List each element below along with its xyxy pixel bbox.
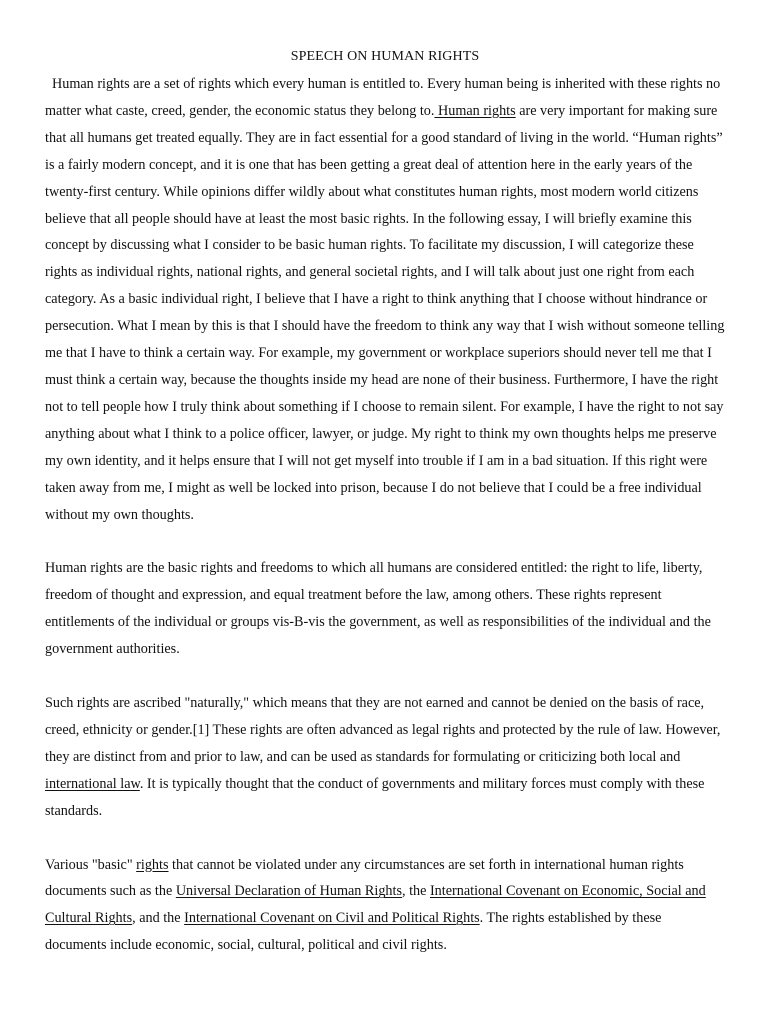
paragraph-3-text-a: Such rights are ascribed "naturally," which means that they are not earned and cannot be denied on the basis of race, creed, ethnicity or gender.[1] These rights are often advanced as legal rights and protected by the rule of law. However, they are distinct from and prior to law, and can be used as standards for formulating or criticizing both local and	[45, 695, 721, 765]
paragraph-1	[45, 71, 725, 528]
paragraph-gap	[45, 528, 725, 555]
paragraph-4-text-b: that cannot be violated under any circumstances are set forth in international human rights documents such as the	[45, 856, 684, 900]
paragraph-3-text-b: . It is typically thought that the conduct of governments and military forces must comply with these standards.	[45, 775, 705, 819]
udhr-link[interactable]: Universal Declaration of Human Rights	[175, 883, 402, 900]
international-law-link[interactable]: international law	[45, 775, 140, 792]
paragraph-4	[45, 852, 725, 960]
paragraph-2: Human rights are the basic rights and freedoms to which all humans are considered entitled: the right to life, liberty, freedom of thought and expression, and equal treatment before the law, among others. These rights represent entitlements of the individual or groups vis-B-vis the government, as well as responsibilities of the individual and the government authorities.	[45, 560, 711, 658]
paragraph-3	[45, 690, 725, 825]
paragraph-4-text-d: , and the	[132, 910, 185, 927]
paragraph-4-text-c: , the	[401, 883, 430, 900]
paragraph-4-text-e: . The rights established by these documents include economic, social, cultural, political and civil rights.	[45, 910, 662, 954]
paragraph-gap	[45, 825, 725, 852]
paragraph-1-text-b: are very important for making sure that all humans get treated equally. They are in fact essential for a good standard of living in the world. “Human rights” is a fairly modern concept, and it is one that has been getting a great deal of attention here in the early years of the twenty-first century. While opinions differ wildly about what constitutes human rights, most modern world citizens believe that all people should have at least the most basic rights. In the following essay, I will briefly examine this concept by discussing what I consider to be basic human rights. To facilitate my discussion, I will categorize these rights as individual rights, national rights, and general societal rights, and I will talk about just one right from each category. As a basic individual right, I believe that I have a right to think anything that I choose without hindrance or persecution. What I mean by this is that I should have the freedom to think any way that I wish without someone telling me that I have to think a certain way. For example, my government or workplace superiors should never tell me that I must think a certain way, because the thoughts inside my head are none of their business. Furthermore, I have the right not to tell people how I truly think about something if I choose to remain silent. For example, I have the right to not say anything about what I think to a police officer, lawyer, or judge. My right to think my own thoughts helps me preserve my own identity, and it helps ensure that I will not get myself into trouble if I am in a bad situation. If this right were taken away from me, I might as well be locked into prison, because I do not believe that I could be a free individual without my own thoughts.	[45, 102, 725, 523]
rights-link[interactable]: rights	[136, 856, 169, 873]
paragraph-4-text-a: Various "basic"	[45, 856, 137, 873]
human-rights-link[interactable]: Human rights	[434, 102, 516, 119]
document-title: SPEECH ON HUMAN RIGHTS	[290, 49, 480, 64]
document-page	[45, 44, 725, 959]
iccpr-link[interactable]: International Covenant on Civil and Political Rights	[184, 910, 480, 927]
paragraph-1-text-a: Human rights are a set of rights which every human is entitled to. Every human being is inherited with these rights no matter what caste, creed, gender, the economic status they belong to.	[45, 76, 721, 119]
icescr-link[interactable]: International Covenant on Economic, Social and Cultural Rights	[45, 883, 706, 927]
paragraph-gap	[45, 663, 725, 690]
